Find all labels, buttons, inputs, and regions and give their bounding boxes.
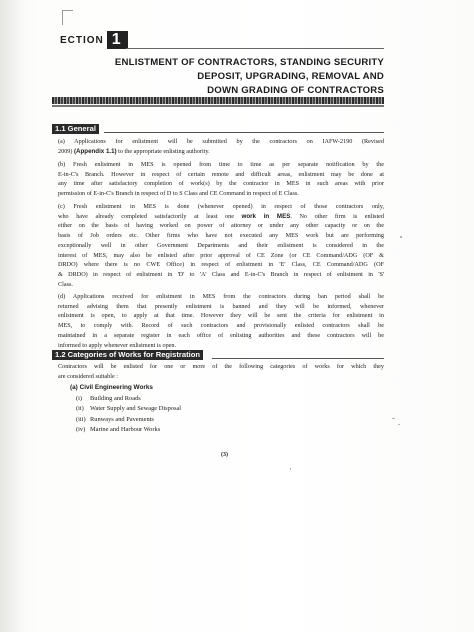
heading-categories: 1.2 Categories of Works for Registration: [52, 350, 203, 360]
scan-speck: [398, 424, 400, 425]
text-fragment: to the appropriate enlisting authority.: [118, 147, 210, 155]
section-label: ECTION: [60, 34, 104, 46]
text-line: & DRDO) in respect of enlistment in 'D' to 'A' Class and E-in-C's Branch in respect of enlistment in 'S': [58, 270, 384, 278]
section-header: [60, 30, 128, 50]
chapter-title: [84, 56, 384, 98]
text-line: informed to apply whenever enlistment is open.: [58, 341, 177, 349]
text-line: either on the basis of having worked on power of attorney or under any other capacity or on the: [58, 222, 384, 230]
paragraph-b: [58, 160, 384, 199]
category-list: [70, 383, 350, 436]
text-line: DRDO) where there is no CWE Office) in respect of enlistment in 'E' Class, CE Command/ADG (OF: [58, 261, 384, 269]
item-text: Runways and Pavements: [90, 415, 154, 423]
text-line: [58, 147, 384, 157]
item-text: Marine and Harbour Works: [90, 426, 161, 434]
title-line: DOWN GRADING OF CONTRACTORS: [207, 85, 384, 96]
page-number: (3): [221, 452, 228, 458]
text-line: (c) Fresh enlistment in MES is done (whenever opened) in respect of those contractors only,: [58, 203, 384, 210]
heading-general: 1.1 General: [52, 124, 99, 134]
section-rule: [126, 48, 384, 49]
text-fragment: 2009): [58, 147, 73, 155]
title-line: ENLISTMENT OF CONTRACTORS, STANDING SECURITY: [114, 57, 384, 68]
text-line: any time after satisfactory completion of work(s) by the contractor in MES in such areas with prior: [58, 180, 384, 188]
list-item: [70, 404, 350, 415]
item-text: Water Supply and Sewage Disposal: [90, 405, 182, 413]
text-line: Class.: [58, 280, 73, 288]
text-line: (b) Fresh enlistment in MES is opened from time to time as per separate notification by the: [58, 161, 384, 168]
category-heading: (a) Civil Engineering Works: [70, 384, 153, 391]
paragraph-c: [58, 202, 384, 289]
text-line: are considered suitable :: [58, 372, 118, 380]
paragraph-a: [58, 137, 384, 156]
text-line: Contractors will be enlisted for one or more of the following categories of works for which they: [58, 363, 384, 370]
text-line: basis of Job orders etc. Other firms who have not executed any MES work but are performing: [58, 232, 384, 240]
corner-mark: [62, 10, 73, 25]
appendix-reference: (Appendix 1.1): [73, 147, 117, 155]
text-line: maintained in a separate register in each office of enlisting authorities and these contractors will be: [58, 331, 384, 339]
bold-phrase: work in MES: [241, 212, 291, 220]
text-line: enlistment is open, to apply at that time. However they will be sent the criteria for enlistment in: [58, 312, 384, 320]
text-line: interest of MES, may also be enlisted after prior approval of CE Zone (or CE Command/ADG (OF &: [58, 251, 384, 259]
text-line: E-in-C's Branch. However in respect of certain remote and difficult areas, enlistment may be done at: [58, 170, 384, 178]
decorative-band: [52, 97, 384, 104]
heading-rule: [212, 358, 384, 359]
scan-speck: [290, 468, 291, 470]
list-item: [70, 394, 350, 405]
text-line: [58, 212, 384, 222]
scan-speck: [392, 418, 395, 419]
paragraph-intro: [58, 362, 384, 381]
section-number: 1: [107, 31, 128, 49]
text-line: (a) Applications for enlistment will be submitted by the contractors on IAFW-2190 (Revised: [58, 138, 384, 145]
scan-speck: [400, 236, 402, 238]
item-text: Building and Roads: [90, 394, 141, 402]
list-item: [70, 425, 350, 436]
item-number: (iv): [76, 426, 86, 434]
item-number: (iii): [76, 415, 86, 423]
text-fragment: . No other firm is enlisted: [290, 212, 384, 220]
text-line: exceptionally well in other Government Departments and their enlistment is considered in the: [58, 241, 384, 249]
text-line: returned advising them that presently enlistment is banned and they will be informed, whenever: [58, 302, 384, 310]
heading-rule: [104, 132, 384, 133]
text-line: permission of E-in-C's Branch in respect of D to S Class and CE Command in respect of E Class.: [58, 190, 299, 198]
text-line: MES, to comply with. Record of such contractors and provisionally enlisted contractors shall be: [58, 322, 384, 330]
binding-shadow: [0, 0, 20, 632]
decorative-rule: [52, 105, 384, 107]
title-line: DEPOSIT, UPGRADING, REMOVAL AND: [197, 71, 384, 82]
text-line: (d) Applications received for enlistment in MES from the contractors during ban period shall be: [58, 293, 384, 300]
item-number: (i): [76, 394, 83, 402]
paragraph-d: [58, 292, 384, 350]
text-fragment: who have already completed satisfactorily at least one: [58, 212, 234, 220]
item-number: (ii): [76, 405, 84, 413]
list-item: [70, 415, 350, 426]
